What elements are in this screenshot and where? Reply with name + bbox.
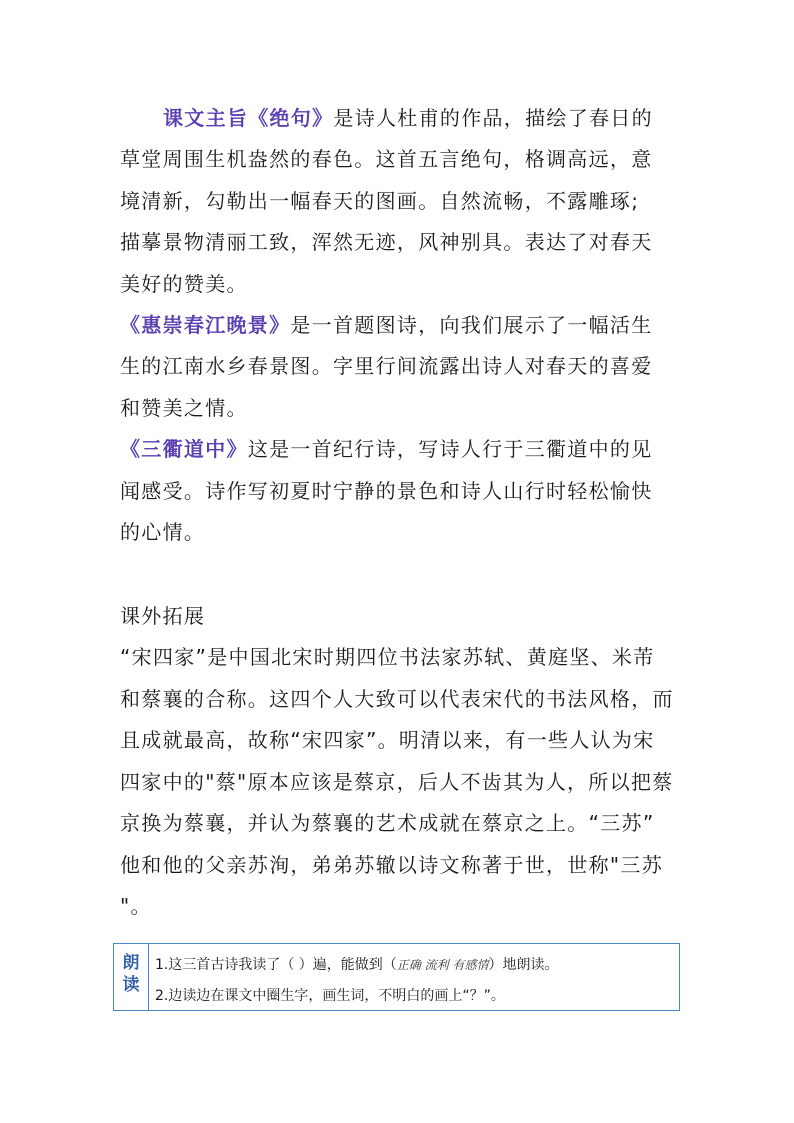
paragraph-line: “宋四家”是中国北宋时期四位书法家苏轼、黄庭坚、米芾 bbox=[120, 645, 655, 669]
paragraph-line: 生的江南水乡春景图。字里行间流露出诗人对春天的喜爱 bbox=[120, 354, 653, 378]
paragraph-text: 这是一首纪行诗，写诗人行于三衢道中的见 bbox=[247, 437, 653, 461]
paragraph-line: 草堂周围生机盎然的春色。这首五言绝句，格调高远，意 bbox=[120, 147, 653, 171]
paragraph-line: 四家中的"蔡"原本应该是蔡京，后人不齿其为人，所以把蔡 bbox=[120, 770, 674, 794]
reading-task-1-prefix: 1.这三首古诗我读了（ ）遍，能做到（ bbox=[155, 957, 397, 973]
reading-task-1 bbox=[155, 956, 558, 974]
paragraph-line: 他和他的父亲苏洵，弟弟苏辙以诗文称著于世，世称"三苏 bbox=[120, 853, 663, 877]
paragraph-line: 和赞美之情。 bbox=[120, 396, 248, 420]
paragraph-line: "。 bbox=[120, 894, 152, 918]
paragraph-line: 描摹景物清丽工致，浑然无迹，风神别具。表达了对春天 bbox=[120, 230, 653, 254]
paragraph-line bbox=[120, 312, 653, 338]
paragraph-line: 京换为蔡襄，并认为蔡襄的艺术成就在蔡京之上。“三苏” bbox=[120, 811, 655, 835]
reading-options: 正确 流利 有感情 bbox=[396, 958, 489, 972]
paragraph-line bbox=[120, 436, 653, 462]
reading-task-1-suffix: ）地朗读。 bbox=[488, 957, 559, 973]
paragraph-text: 是诗人杜甫的作品，描绘了春日的 bbox=[333, 106, 653, 130]
paragraph-line bbox=[163, 105, 653, 131]
paragraph-line: 且成就最高，故称“宋四家”。明清以来，有一些人认为宋 bbox=[120, 728, 655, 752]
paragraph-line: 美好的赞美。 bbox=[120, 272, 248, 296]
reading-task-2: 2.边读边在课文中圈生字，画生词，不明白的画上“？”。 bbox=[155, 988, 505, 1004]
lesson-theme-title: 课文主旨《绝句》 bbox=[163, 106, 334, 130]
paragraph-line: 的心情。 bbox=[120, 520, 206, 544]
paragraph-line: 闻感受。诗作写初夏时宁静的景色和诗人山行时轻松愉快 bbox=[120, 479, 653, 503]
reading-task-box bbox=[113, 943, 680, 1011]
paragraph-text: 是一首题图诗，向我们展示了一幅活生 bbox=[290, 313, 653, 337]
section-heading: 课外拓展 bbox=[120, 604, 206, 628]
reading-label-char: 读 bbox=[122, 975, 140, 995]
poem-title: 《惠崇春江晚景》 bbox=[120, 313, 291, 337]
reading-label bbox=[114, 944, 149, 1010]
paragraph-line: 境清新，勾勒出一幅春天的图画。自然流畅，不露雕琢; bbox=[120, 189, 640, 213]
reading-label-char: 朗 bbox=[122, 953, 140, 973]
paragraph-line: 和蔡襄的合称。这四个人大致可以代表宋代的书法风格，而 bbox=[120, 687, 674, 711]
poem-title: 《三衢道中》 bbox=[120, 437, 248, 461]
